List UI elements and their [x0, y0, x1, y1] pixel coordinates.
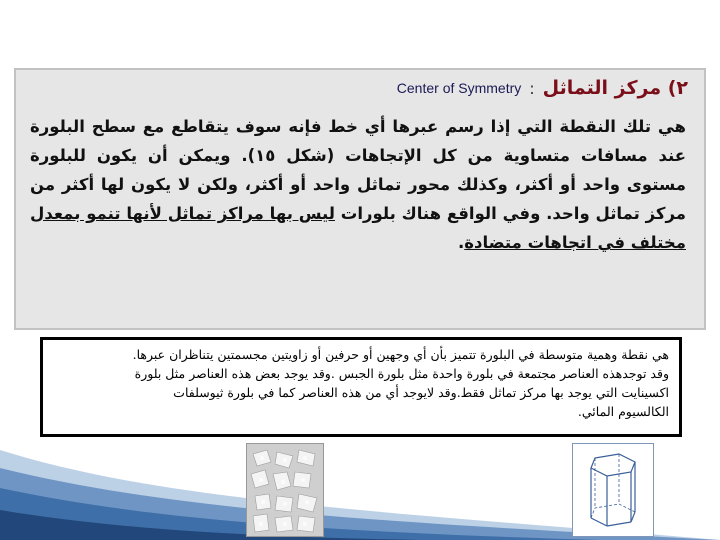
heading-separator: : — [529, 78, 535, 98]
definition-text: هي تلك النقطة التي إذا رسم عبرها أي خط فإنه سوف يتقاطع مع سطح البلورة عند مسافات متساوية من كل الإتجاهات (شكل ١٥). ويمكن أن يكون للبلورة مستوى واحد أو أكثر، وكذلك محور تماثل واحد أو أكثر، ولكن لا يكون لها أكثر من مركز تماثل واحد. وفي الواقع هناك بلورات — [30, 117, 687, 223]
hexagonal-prism-icon — [572, 443, 654, 537]
heading-arabic: ٢) مركز التماثل — [542, 77, 688, 99]
note-line-1: هي نقطة وهمية متوسطة في البلورة تتميز بأن أي وجهين أو حرفين أو زاويتين مجسمتين يتناظران عبرها. — [132, 347, 669, 362]
note-line-3: اكسينايت التي يوجد بها مركز تماثل فقط.وقد لايوجد أي من هذه العناصر كما في بلورة ثيوسلفات — [173, 385, 669, 400]
definition-end: . — [457, 233, 465, 252]
slide-heading — [397, 74, 688, 102]
definition-emphasis: ليس بها مراكز تماثل لأنها تنمو بمعدل مختلف في اتجاهات متضادة — [30, 204, 686, 252]
note-box — [40, 337, 682, 437]
crystal-photo-icon — [246, 443, 324, 537]
definition-paragraph — [30, 112, 686, 257]
prism-drawing — [573, 444, 653, 536]
content-panel — [14, 68, 706, 330]
note-line-2: وقد توجدهذه العناصر مجتمعة في بلورة واحدة مثل بلورة الجبس .وقد يوجد بعض هذه العناصر مثل بلورة — [134, 366, 669, 381]
note-line-4: الكالسيوم المائي. — [577, 404, 669, 419]
heading-english: Center of Symmetry — [396, 80, 522, 96]
crystal-photo-drawing — [247, 444, 323, 536]
